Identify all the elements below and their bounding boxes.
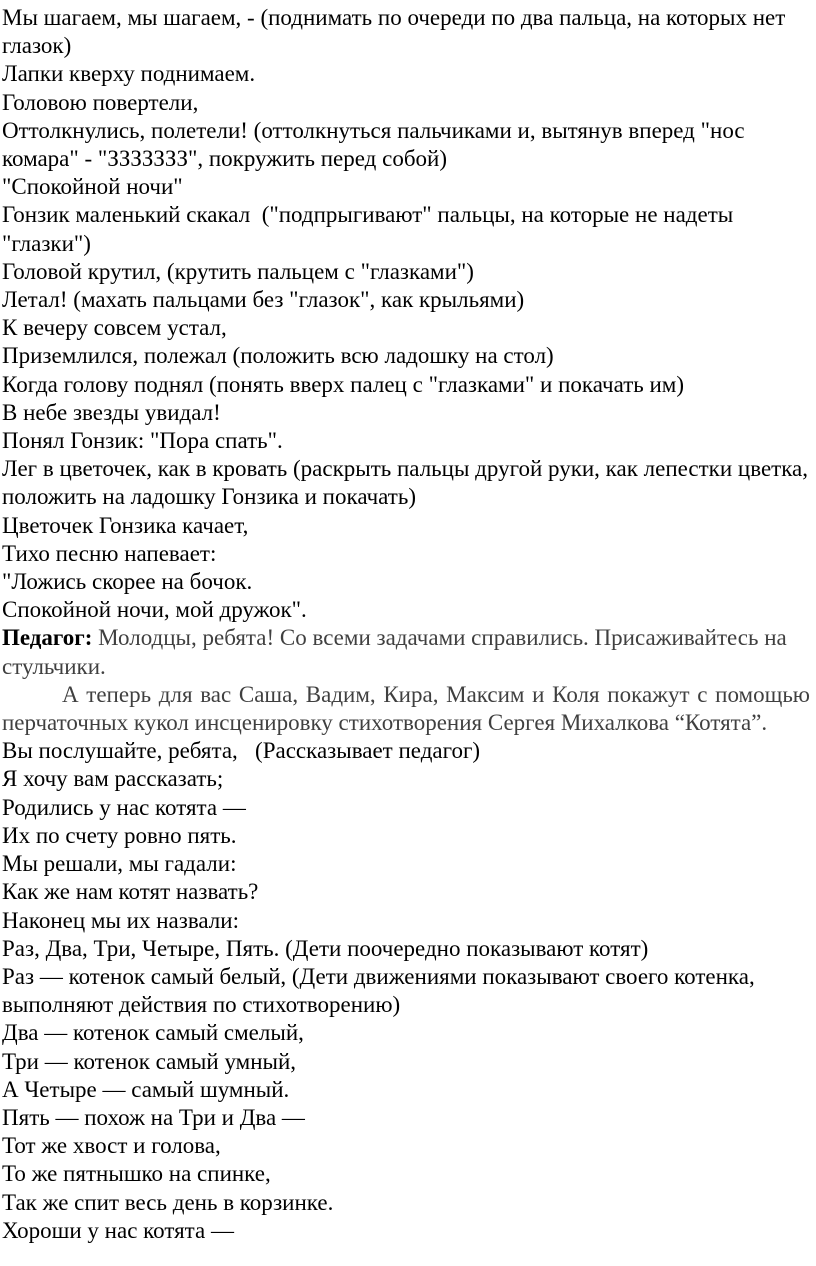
text-line-18: Спокойной ночи, мой дружок".	[2, 597, 307, 623]
text-line-4: Оттолкнулись, полетели! (оттолкнуться пальчиками и, вытянув вперед "нос комара" - "ЗЗЗЗЗЗЗ", покружить перед собой)	[2, 117, 751, 172]
poem-line-11: Три — котенок самый умный,	[2, 1048, 297, 1074]
poem-line-13: Пять — похож на Три и Два —	[2, 1104, 305, 1130]
text-line-17: "Ложись скорее на бочок.	[2, 569, 253, 595]
poem-line-6: Как же нам котят назвать?	[2, 879, 259, 905]
text-line-2: Лапки кверху поднимаем.	[2, 61, 256, 87]
poem-line-10: Два — котенок самый смелый,	[2, 1020, 304, 1046]
text-line-9: К вечеру совсем устал,	[2, 315, 227, 341]
text-line-5: "Спокойной ночи"	[2, 174, 183, 200]
poem-line-8: Раз, Два, Три, Четыре, Пять. (Дети поочередно показывают котят)	[2, 935, 649, 961]
poem-line-3: Родились у нас котята —	[2, 794, 246, 820]
text-line-11: Когда голову поднял (понять вверх палец с "глазками" и покачать им)	[2, 371, 685, 397]
text-line-10: Приземлился, полежал (положить всю ладошку на стол)	[2, 343, 554, 369]
poem-line-5: Мы решали, мы гадали:	[2, 851, 237, 877]
poem-line-14: Тот же хвост и голова,	[2, 1133, 221, 1159]
text-line-14: Лег в цветочек, как в кровать (раскрыть пальцы другой руки, как лепестки цветка, положить на ладошку Гонзика и покачать)	[2, 456, 814, 510]
text-line-16: Тихо песню напевает:	[2, 540, 217, 566]
poem-line-15: То же пятнышко на спинке,	[2, 1161, 271, 1187]
text-line-6: Гонзик маленький скакал ("подпрыгивают" пальцы, на которые не надеты "глазки")	[2, 202, 739, 256]
teacher-label: Педагог:	[2, 625, 93, 651]
text-line-8: Летал! (махать пальцами без "глазок", как крыльями)	[2, 287, 525, 313]
poem-line-16: Так же спит весь день в корзинке.	[2, 1189, 334, 1215]
teacher-paragraph	[2, 624, 810, 680]
text-line-1: Мы шагаем, мы шагаем, - (поднимать по очереди по два пальца, на которых нет глазок)	[2, 5, 792, 59]
text-line-13: Понял Гонзик: "Пора спать".	[2, 428, 283, 454]
poem-line-4: Их по счету ровно пять.	[2, 822, 237, 848]
poem-line-1: Вы послушайте, ребята, (Рассказывает педагог)	[2, 738, 481, 764]
text-line-12: В небе звезды увидал!	[2, 399, 221, 425]
text-line-3: Головою повертели,	[2, 89, 199, 115]
text-line-7: Головой крутил, (крутить пальцем с "глазками")	[2, 258, 474, 284]
poem-line-7: Наконец мы их назвали:	[2, 907, 239, 933]
teacher-text: Молодцы, ребята! Со всеми задачами справились. Присаживайтесь на стульчики.	[2, 625, 793, 679]
poem-line-12: А Четыре — самый шумный.	[2, 1076, 290, 1102]
intro-paragraph: А теперь для вас Саша, Вадим, Кира, Максим и Коля покажут с помощью перчаточных кукол инсценировку стихотворения Сергея Михалкова “Котята”.	[2, 681, 816, 736]
poem-line-17: Хороши у нас котята —	[2, 1217, 234, 1243]
text-line-15: Цветочек Гонзика качает,	[2, 512, 249, 538]
poem-line-2: Я хочу вам рассказать;	[2, 766, 224, 792]
poem-line-9: Раз — котенок самый белый, (Дети движениями показывают своего котенка, выполняют действия по стихотворению)	[2, 963, 761, 1018]
